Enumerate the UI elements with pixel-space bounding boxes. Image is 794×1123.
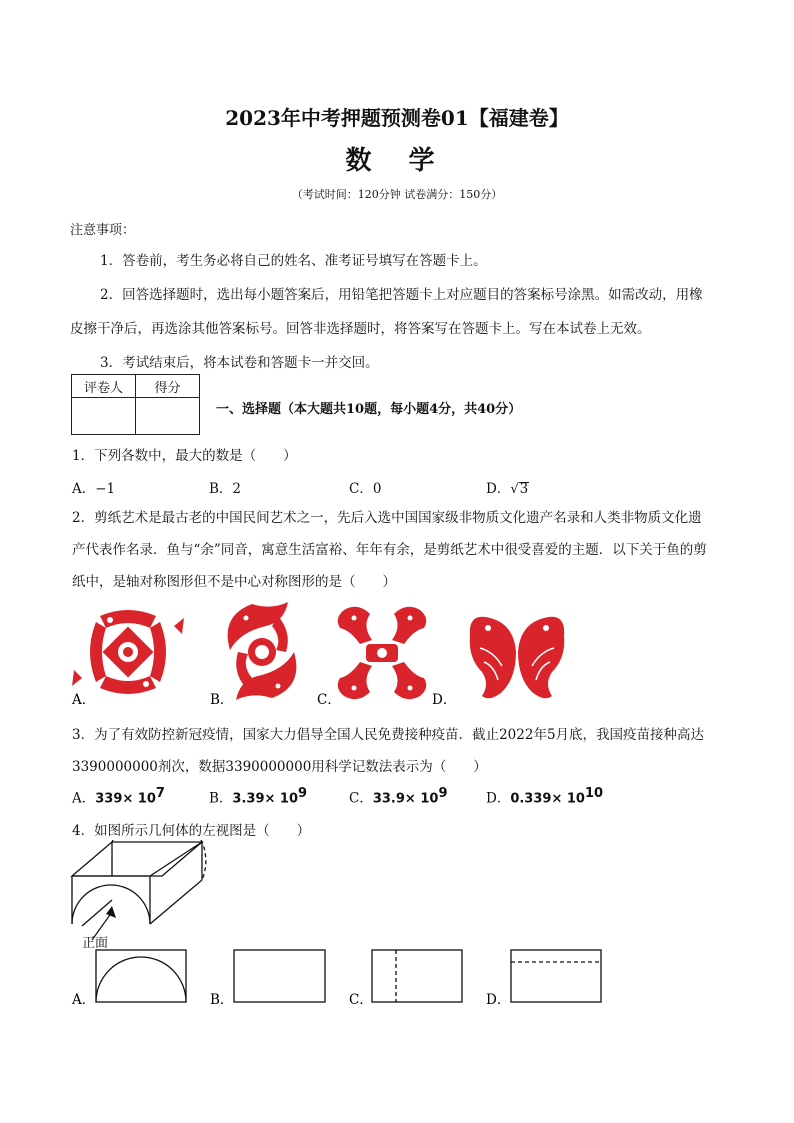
q4-front-label: 正面 — [82, 936, 109, 951]
q3-b-exponent: 9 — [298, 786, 308, 801]
q3-d-prefix: D． — [486, 790, 511, 807]
note-item-2-cont: 皮擦干净后，再选涂其他答案标号。回答非选择题时，将答案写在答题卡上。写在本试卷上无效。 — [70, 321, 651, 337]
q2-figures — [70, 596, 590, 708]
q4-view-options — [70, 948, 615, 1008]
q4-stem: 4．如图所示几何体的左视图是（ ） — [72, 823, 311, 839]
score-cell — [136, 398, 200, 435]
q3-a-mantissa: 339× 10 — [95, 791, 156, 807]
note-item-1: 1．答卷前，考生务必将自己的姓名、准考证号填写在答题卡上。 — [100, 253, 487, 269]
q1-option-b: B．2 — [209, 481, 242, 497]
q1-option-c: C．0 — [349, 481, 382, 497]
paper-cut-fish-b — [228, 602, 297, 700]
page-title: 2023年中考押题预测卷01【福建卷】 — [225, 106, 569, 130]
note-item-3: 3．考试结束后，将本试卷和答题卡一并交回。 — [100, 355, 379, 371]
q4-label-a: A． — [72, 992, 96, 1008]
q4-label-d: D． — [486, 992, 511, 1008]
q3-c-mantissa: 33.9× 10 — [372, 791, 439, 807]
q2-label-a: A． — [72, 692, 96, 708]
q3-option-c — [349, 786, 447, 807]
q3-option-b — [209, 786, 307, 807]
q2-stem — [72, 502, 732, 598]
q2-line-2: 产代表作名录．鱼与“余”同音，寓意生活富裕、年年有余，是剪纸艺术中很受喜爱的主题．以下关于鱼的剪 — [72, 542, 707, 558]
q4-label-c: C． — [349, 992, 373, 1008]
section-heading: 一、选择题（本大题共10题，每小题4分，共40分） — [216, 402, 522, 417]
notes-list — [70, 244, 730, 380]
exam-info: （考试时间：120分钟 试卷满分：150分） — [291, 188, 503, 201]
q4-option-b-view — [234, 950, 325, 1002]
q3-b-prefix: B． — [209, 790, 233, 807]
q4-option-c-view — [372, 950, 462, 1002]
note-item-2: 2．回答选择题时，选出每小题答案后，用铅笔把答题卡上对应题目的答案标号涂黑。如需改动，用橡 — [100, 287, 703, 303]
paper-cut-fish-d — [470, 617, 565, 698]
q3-c-exponent: 9 — [438, 786, 448, 801]
q3-a-prefix: A． — [72, 790, 96, 807]
grader-header: 评卷人 — [72, 375, 136, 398]
q2-label-d: D． — [432, 692, 457, 708]
q1-stem: 1．下列各数中，最大的数是（ ） — [72, 448, 297, 464]
q3-line-2: 3390000000剂次，数据3390000000用科学记数法表示为（ ） — [72, 759, 487, 775]
notes-heading: 注意事项： — [70, 223, 136, 238]
q3-option-d — [486, 786, 603, 807]
q3-option-a — [72, 786, 165, 807]
q1-option-d: D．√3 — [486, 481, 529, 497]
q4-option-d-view — [511, 950, 601, 1002]
q3-line-1: 3．为了有效防控新冠疫情，国家大力倡导全国人民免费接种疫苗．截止2022年5月底，我国疫苗接种高达 — [72, 727, 705, 743]
q3-stem — [72, 719, 732, 783]
q2-line-1: 2．剪纸艺术是最古老的中国民间艺术之一，先后入选中国国家级非物质文化遗产名录和人类非物质文化遗 — [72, 510, 702, 526]
score-table — [71, 374, 200, 435]
q4-label-b: B． — [210, 992, 234, 1008]
q1-sqrt-radicand: 3 — [519, 481, 529, 497]
grader-cell — [72, 398, 136, 435]
q2-line-3: 纸中，是轴对称图形但不是中心对称图形的是（ ） — [72, 574, 396, 590]
q3-a-exponent: 7 — [155, 786, 165, 801]
q3-c-prefix: C． — [349, 790, 373, 807]
q3-d-mantissa: 0.339× 10 — [510, 791, 585, 807]
paper-cut-fish-c — [338, 607, 427, 699]
q2-label-c: C． — [317, 692, 341, 708]
subject-title: 数 学 — [345, 146, 449, 176]
q1-option-d-prefix: D． — [486, 481, 511, 497]
q4-option-a-view — [96, 950, 186, 1002]
q3-d-exponent: 10 — [584, 786, 604, 801]
q1-option-a: A．−1 — [72, 481, 116, 497]
q2-label-b: B． — [210, 692, 234, 708]
paper-cut-fish-a — [72, 610, 184, 694]
score-header: 得分 — [136, 375, 200, 398]
q3-b-mantissa: 3.39× 10 — [232, 791, 299, 807]
